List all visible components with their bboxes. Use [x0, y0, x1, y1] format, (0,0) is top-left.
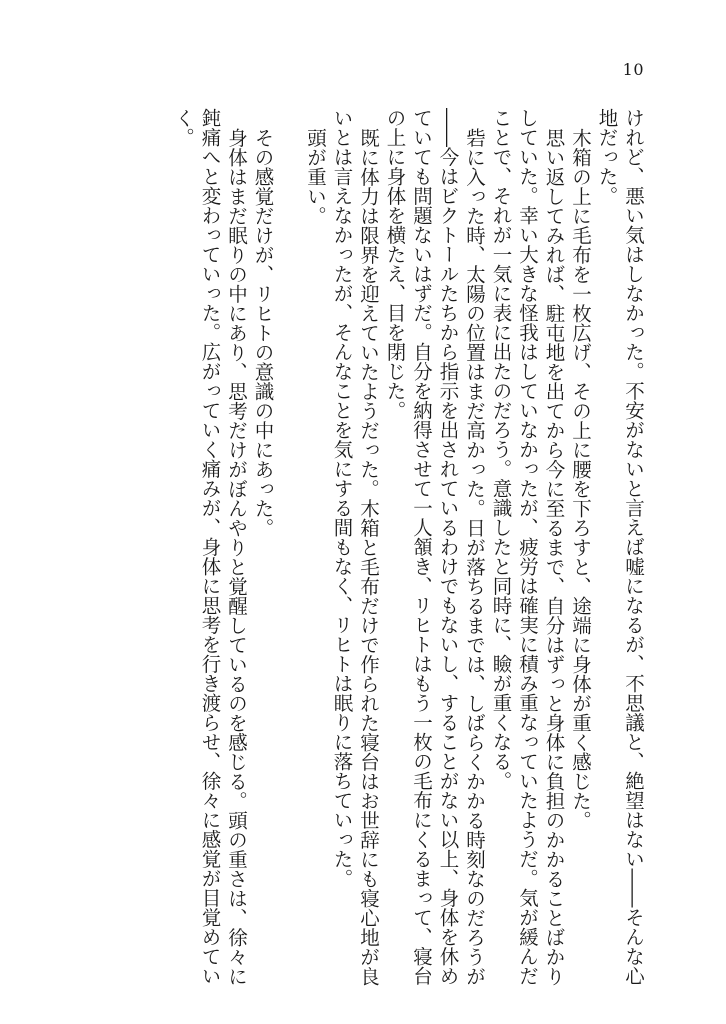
paragraph-4: 砦に入った時、太陽の位置はまだ高かった。日が落ちるまでは、しばらくかかる時刻なのだろうが――今はビクトールたちから指示を出されているわけでもないし、することがない以上、身体を休めていても問題ないはずだ。自分を納得させて一人頷き、リヒトはもう一枚の毛布にくるまって、寝台の上に身体を横たえ、目を閉じた。: [383, 108, 486, 986]
paragraph-2: 木箱の上に毛布を一枚広げ、その上に腰を下ろすと、途端に身体が重く感じた。: [569, 127, 592, 830]
paragraph-5: 既に体力は限界を迎えていたようだった。木箱と毛布だけで作られた寝台はお世辞にも寝心地が良いとは言えなかったが、そんなことを気にする間もなく、リヒトは眠りに落ちていった。: [330, 108, 380, 986]
vertical-text-body: [80, 108, 646, 988]
paragraph-8: 身体はまだ眠りの中にあり、思考だけがぼんやりと覚醒しているのを感じる。頭の重さは、徐々に鈍痛へと変わっていった。広がっていく痛みが、身体に思考を行き渡らせ、徐々に感覚が目覚めていく。: [172, 108, 248, 986]
paragraph-6: 頭が重い。: [304, 127, 327, 225]
paragraph-1: けれど、悪い気はしなかった。不安がないと言えば嘘になるが、不思議と、絶望はない――そんな心地だった。: [595, 108, 645, 986]
paragraph-7: その感覚だけが、リヒトの意識の中にあった。: [251, 127, 275, 537]
paragraph-3: 思い返してみれば、駐屯地を出てから今に至るまで、自分はずっと身体に負担のかかることばかりしていた。幸い大きな怪我はしていなかったが、疲労は確実に積み重なっていたようだ。気が緩んだことで、それが一気に表に出たのだろう。意識したと同時に、瞼が重くなる。: [489, 108, 566, 986]
page-number: 10: [622, 60, 644, 79]
